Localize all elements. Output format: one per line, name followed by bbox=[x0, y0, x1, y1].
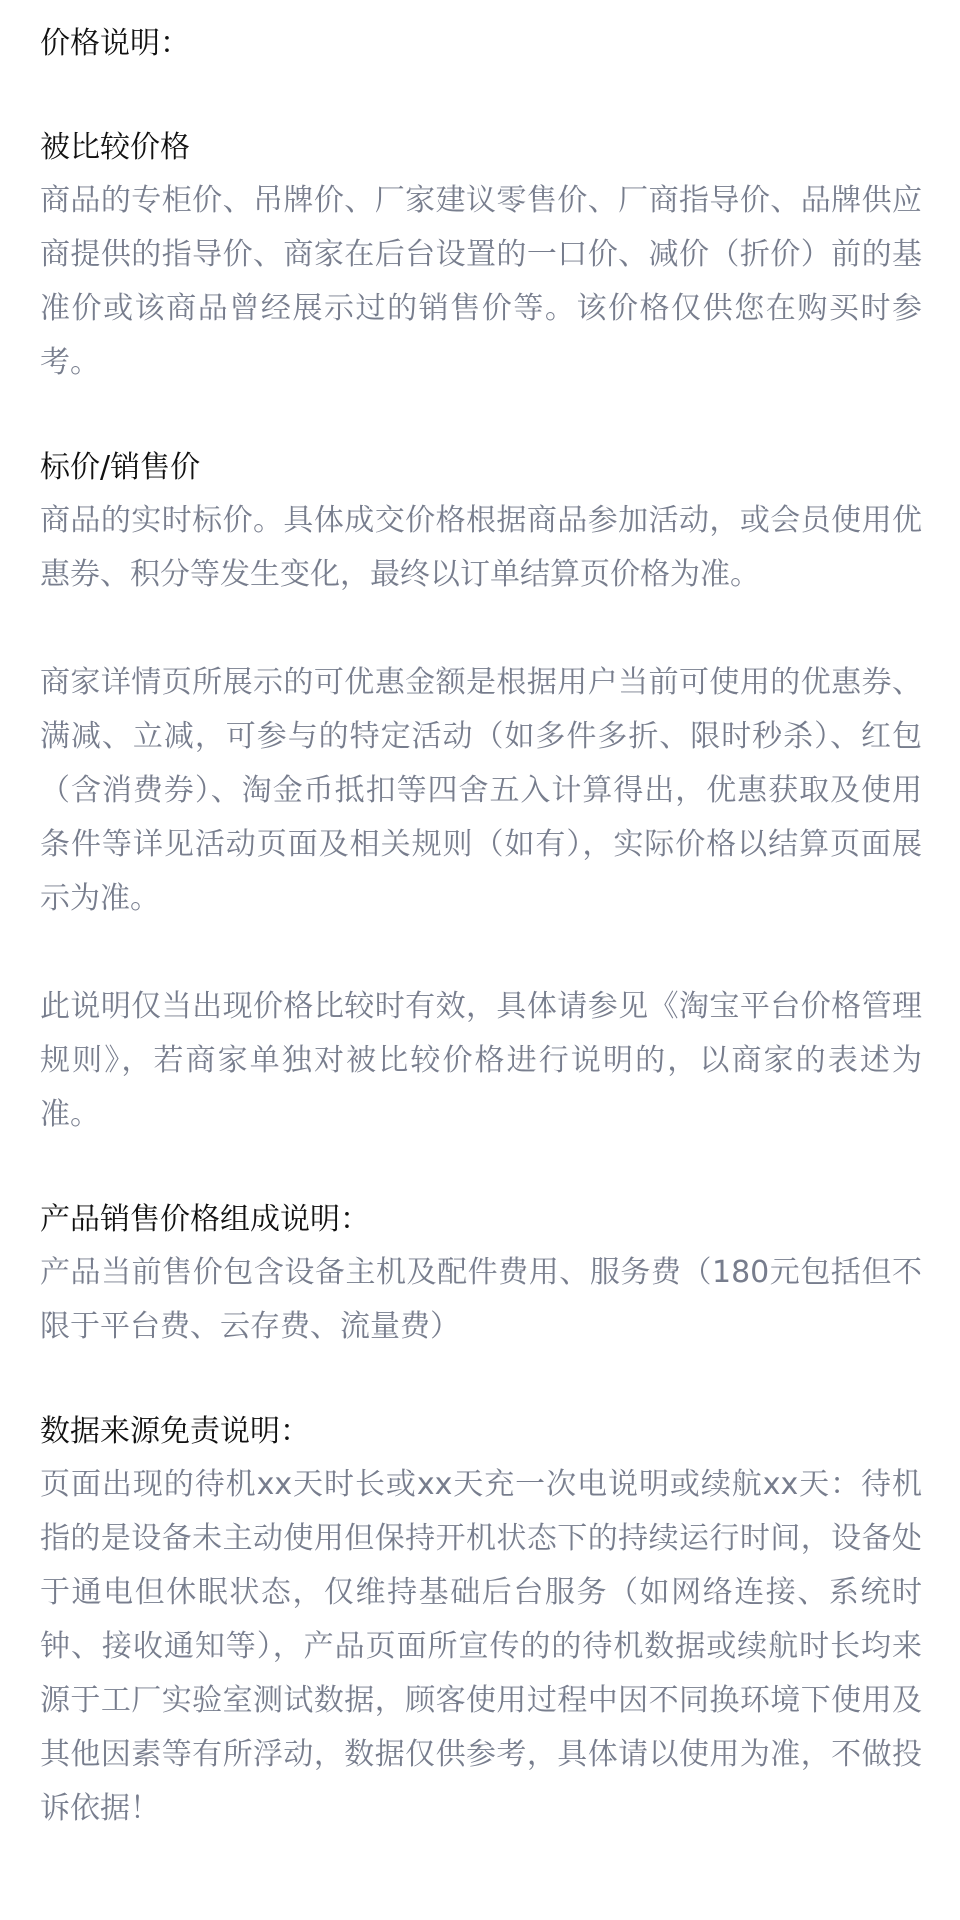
price-composition-title: 产品销售价格组成说明： bbox=[40, 1202, 370, 1237]
disclaimer-section bbox=[40, 1408, 922, 1836]
validity-note: 此说明仅当出现价格比较时有效，具体请参见《淘宝平台价格管理规则》，若商家单独对被比较价格进行说明的，以商家的表述为准。 bbox=[40, 989, 922, 1132]
price-composition-section bbox=[40, 1196, 922, 1354]
disclaimer-body: 页面出现的待机xx天时长或xx天充一次电说明或续航xx天：待机指的是设备未主动使用但保持开机状态下的持续运行时间，设备处于通电但休眠状态，仅维持基础后台服务（如网络连接、系统时钟、接收通知等），产品页面所宣传的的待机数据或续航时长均来源于工厂实验室测试数据，顾客使用过程中因不同换环境下使用及其他因素等有所浮动，数据仅供参考，具体请以使用为准，不做投诉依据！ bbox=[40, 1467, 922, 1826]
disclaimer-title: 数据来源免责说明： bbox=[40, 1414, 310, 1449]
list-price-title: 标价/销售价 bbox=[40, 450, 201, 485]
compared-price-section bbox=[40, 124, 922, 390]
compared-price-body: 商品的专柜价、吊牌价、厂家建议零售价、厂商指导价、品牌供应商提供的指导价、商家在后台设置的一口价、减价（折价）前的基准价或该商品曾经展示过的销售价等。该价格仅供您在购买时参考。 bbox=[40, 183, 922, 380]
page-title: 价格说明： bbox=[40, 26, 190, 61]
list-price-body: 商品的实时标价。具体成交价格根据商品参加活动，或会员使用优惠券、积分等发生变化，最终以订单结算页价格为准。 bbox=[40, 503, 922, 592]
price-composition-body: 产品当前售价包含设备主机及配件费用、服务费（180元包括但不限于平台费、云存费、流量费） bbox=[40, 1255, 922, 1344]
compared-price-title: 被比较价格 bbox=[40, 130, 190, 165]
list-price-section bbox=[40, 444, 922, 602]
discount-note: 商家详情页所展示的可优惠金额是根据用户当前可使用的优惠券、满减、立减，可参与的特定活动（如多件多折、限时秒杀）、红包（含消费券）、淘金币抵扣等四舍五入计算得出，优惠获取及使用条件等详见活动页面及相关规则（如有），实际价格以结算页面展示为准。 bbox=[40, 665, 922, 916]
